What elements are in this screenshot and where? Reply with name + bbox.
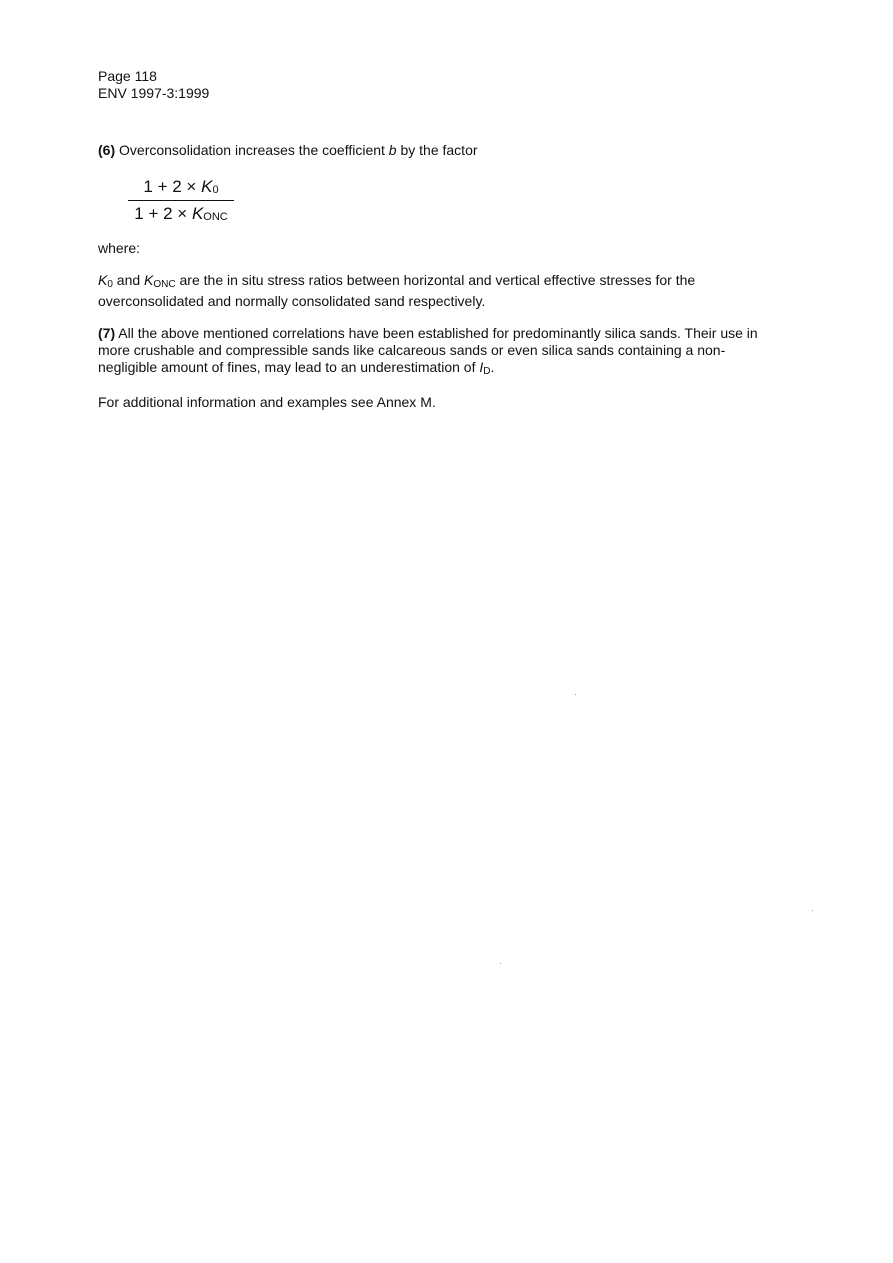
and-text: and bbox=[112, 272, 145, 288]
paragraph-text: Overconsolidation increases the coefficient bbox=[115, 142, 389, 158]
subscript-d: D bbox=[483, 366, 491, 377]
numerator-subscript: 0 bbox=[212, 184, 219, 196]
variable-konc: K bbox=[144, 272, 154, 288]
standard-reference: ENV 1997-3:1999 bbox=[98, 85, 210, 101]
scan-speck bbox=[812, 910, 813, 911]
variable-id: I bbox=[479, 359, 484, 375]
scan-speck bbox=[575, 694, 576, 695]
annex-note: For additional information and examples see Annex M. bbox=[98, 394, 436, 410]
variable-k0: K bbox=[98, 272, 108, 288]
denominator-prefix: 1 + 2 × bbox=[134, 204, 192, 223]
subscript-0: 0 bbox=[107, 279, 113, 290]
paragraph-6 bbox=[98, 142, 758, 159]
numerator-prefix: 1 + 2 × bbox=[143, 177, 202, 196]
paragraph-7 bbox=[98, 325, 758, 380]
where-label: where: bbox=[98, 240, 141, 256]
page-header bbox=[98, 68, 209, 102]
page-number: Page 118 bbox=[98, 68, 157, 84]
subscript-onc: ONC bbox=[153, 279, 176, 290]
paragraph-text-end: by the factor bbox=[396, 142, 478, 158]
paragraph-text: All the above mentioned correlations have been established for predominantly silica sands. Their use in more crushable and compressible sands like calcareous sands or even silica sands containing a non-negligible amount of fines, may lead to an underestimation of bbox=[98, 325, 758, 375]
k-definition bbox=[98, 272, 758, 310]
paragraph-number: (7) bbox=[98, 325, 116, 341]
paragraph-number: (6) bbox=[98, 142, 116, 158]
formula-numerator bbox=[128, 176, 234, 198]
denominator-subscript: ONC bbox=[203, 211, 228, 223]
scan-speck bbox=[500, 963, 501, 964]
variable-b: b bbox=[388, 142, 397, 158]
definition-text: are the in situ stress ratios between horizontal and vertical effective stresses for the overconsolidated and normally consolidated sand respectively. bbox=[98, 272, 696, 309]
denominator-variable: K bbox=[191, 204, 204, 223]
numerator-variable: K bbox=[201, 177, 213, 196]
formula-denominator bbox=[128, 203, 234, 225]
period: . bbox=[490, 359, 495, 375]
fraction-bar bbox=[128, 200, 234, 201]
overconsolidation-factor-formula bbox=[128, 176, 234, 225]
